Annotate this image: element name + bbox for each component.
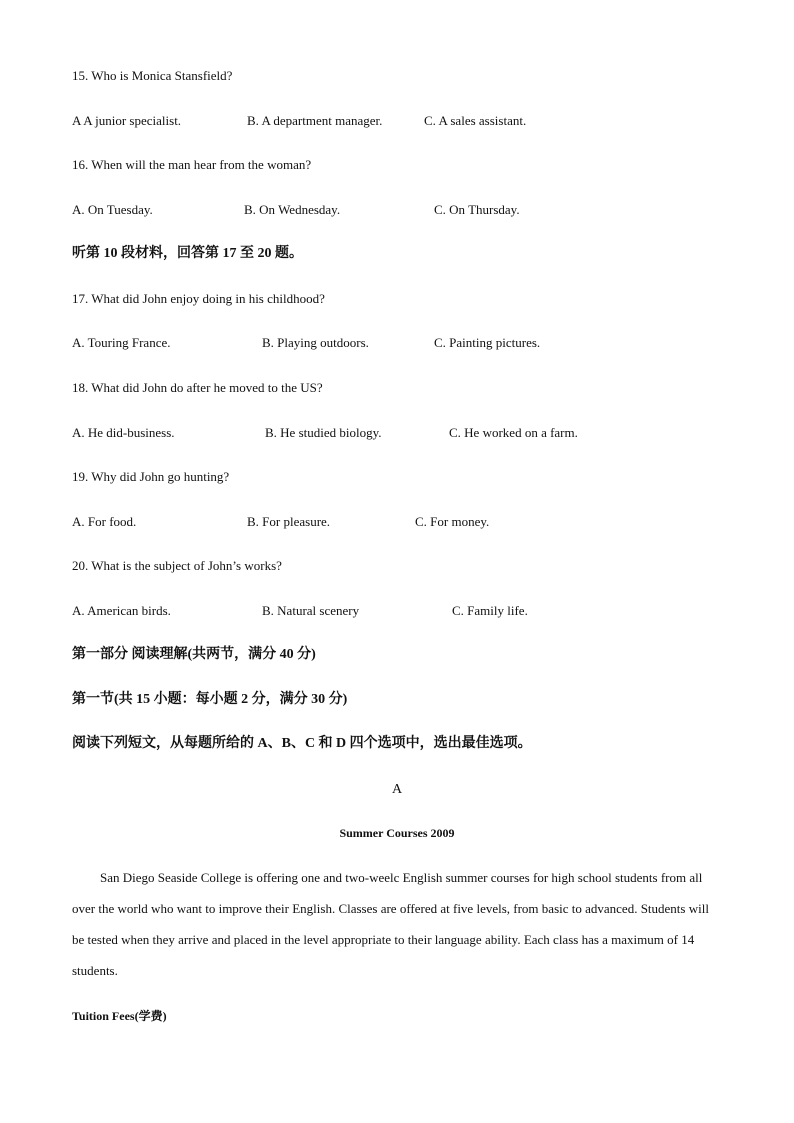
question-15-option-b: B. A department manager. bbox=[247, 113, 383, 128]
passage-paragraph: San Diego Seaside College is offering one and two-weelc English summer courses for high school students from all over the world who want to improve their English. Classes are offered at five levels, from basic to advanced. Students will be tested when they arrive and placed in the level appropriate to their language ability. Each class has a maximum of 14 students. bbox=[72, 870, 709, 978]
question-18-option-c: C. He worked on a farm. bbox=[449, 425, 578, 440]
question-20-option-b: B. Natural scenery bbox=[262, 603, 360, 618]
section-heading: 第一节(共 15 小题：每小题 2 分，满分 30 分) bbox=[72, 692, 348, 707]
part-heading: 第一部分 阅读理解(共两节，满分 40 分) bbox=[72, 647, 316, 662]
question-19-option-a: A. For food. bbox=[72, 514, 137, 529]
passage-letter: A bbox=[391, 782, 403, 797]
passage-title: Summer Courses 2009 bbox=[339, 826, 455, 840]
question-20-option-a: A. American birds. bbox=[72, 603, 171, 618]
question-15-stem: 15. Who is Monica Stansfield? bbox=[72, 68, 233, 83]
question-18-option-a: A. He did-business. bbox=[72, 425, 175, 440]
question-19-stem: 19. Why did John go hunting? bbox=[72, 469, 230, 484]
question-16-stem: 16. When will the man hear from the woman? bbox=[72, 157, 312, 172]
question-20-stem: 20. What is the subject of John’s works? bbox=[72, 558, 282, 573]
question-17-option-a: A. Touring France. bbox=[72, 335, 171, 350]
question-17-option-b: B. Playing outdoors. bbox=[262, 335, 369, 350]
question-17-stem: 17. What did John enjoy doing in his childhood? bbox=[72, 291, 325, 306]
question-17-option-c: C. Painting pictures. bbox=[434, 335, 541, 350]
question-16-option-c: C. On Thursday. bbox=[434, 202, 520, 217]
question-15-option-a: A A junior specialist. bbox=[72, 113, 182, 128]
question-16-option-b: B. On Wednesday. bbox=[244, 202, 341, 217]
section-10-heading: 听第 10 段材料，回答第 17 至 20 题。 bbox=[72, 246, 303, 261]
question-19-option-c: C. For money. bbox=[415, 514, 490, 529]
question-16-option-a: A. On Tuesday. bbox=[72, 202, 153, 217]
question-18-stem: 18. What did John do after he moved to the US? bbox=[72, 380, 323, 395]
question-18-option-b: B. He studied biology. bbox=[265, 425, 382, 440]
tuition-fees-subheading: Tuition Fees(学费) bbox=[72, 1009, 167, 1023]
instructions: 阅读下列短文，从每题所给的 A、B、C 和 D 四个选项中，选出最佳选项。 bbox=[72, 736, 532, 751]
question-19-option-b: B. For pleasure. bbox=[247, 514, 331, 529]
question-20-option-c: C. Family life. bbox=[452, 603, 528, 618]
question-15-option-c: C. A sales assistant. bbox=[424, 113, 527, 128]
